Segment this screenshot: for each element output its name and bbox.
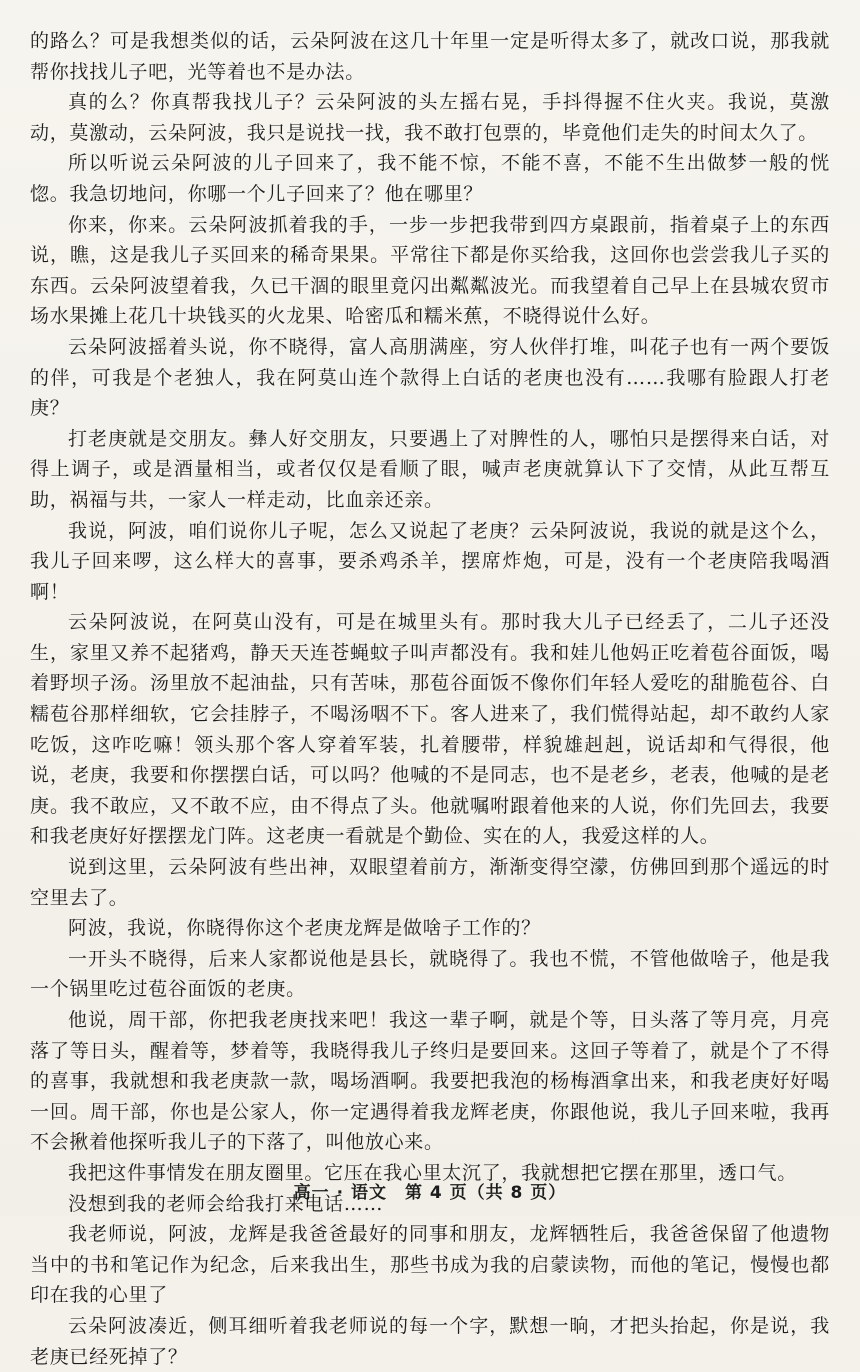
paragraph: 阿波，我说，你晓得你这个老庚龙辉是做啥子工作的？: [68, 917, 541, 940]
paragraph: 我把这件事情发在朋友圈里。它压在我心里太沉了，我就想把它摆在那里，透口气。: [68, 1161, 797, 1184]
paragraph: 所以听说云朵阿波的儿子回来了，我不能不惊，不能不喜，不能不生出做梦一般的恍惚。我急切地问，你哪一个儿子回来了？他在哪里？: [30, 152, 830, 205]
paragraph: 他说，周干部，你把我老庚找来吧！我这一辈子啊，就是个等，日头落了等月亮，月亮落了等日头，醒着等，梦着等，我晓得我儿子终归是要回来。这回子等着了，就是个了不得的喜事，我就想和我老庚款一款，喝场酒啊。我要把我泡的杨梅酒拿出来，和我老庚好好喝一回。周干部，你也是公家人，你一定遇得着我龙辉老庚，你跟他说，我儿子回来啦，我再不会揪着他探听我儿子的下落了，叫他放心来。: [30, 1009, 830, 1154]
paragraph: 打老庚就是交朋友。彝人好交朋友，只要遇上了对脾性的人，哪怕只是摆得来白话，对得上调子，或是酒量相当，或者仅仅是看顺了眼，喊声老庚就算认下了交情，从此互帮互助，祸福与共，一家人一样走动，比血亲还亲。: [30, 427, 830, 511]
article-body: [30, 26, 830, 1372]
page-footer: 高一 · 语文 第 4 页（共 8 页）: [293, 1183, 567, 1203]
paragraph: 没想到我的老师会给我打来电话……: [68, 1192, 384, 1215]
paragraph: 的路么？可是我想类似的话，云朵阿波在这几十年里一定是听得太多了，就改口说，那我就帮你找找儿子吧，光等着也不是办法。: [30, 30, 830, 83]
paragraph: 我老师说，阿波，龙辉是我爸爸最好的同事和朋友，龙辉牺牲后，我爸爸保留了他遗物当中的书和笔记作为纪念，后来我出生，那些书成为我的启蒙读物，而他的笔记，慢慢也都印在我的心里了: [30, 1223, 830, 1307]
paragraph: 真的么？你真帮我找儿子？云朵阿波的头左摇右晃，手抖得握不住火夹。我说，莫激动，莫激动，云朵阿波，我只是说找一找，我不敢打包票的，毕竟他们走失的时间太久了。: [30, 91, 830, 144]
paragraph: 说到这里，云朵阿波有些出神，双眼望着前方，渐渐变得空濛，仿佛回到那个遥远的时空里去了。: [30, 856, 830, 909]
paragraph: 云朵阿波说，在阿莫山没有，可是在城里头有。那时我大儿子已经丢了，二儿子还没生，家里又养不起猪鸡，静天天连苍蝇蚊子叫声都没有。我和娃儿他妈正吃着苞谷面饭，喝着野坝子汤。汤里放不起油盐，只有苦味，那苞谷面饭不像你们年轻人爱吃的甜脆苞谷、白糯苞谷那样细软，它会挂脖子，不喝汤咽不下。客人进来了，我们慌得站起，却不敢约人家吃饭，这咋吃嘛！领头那个客人穿着军装，扎着腰带，样貌雄赳赳，说话却和气得很，他说，老庚，我要和你摆摆白话，可以吗？他喊的不是同志，也不是老乡，老表，他喊的是老庚。我不敢应，又不敢不应，由不得点了头。他就嘱咐跟着他来的人说，你们先回去，我要和我老庚好好摆摆龙门阵。这老庚一看就是个勤俭、实在的人，我爱这样的人。: [30, 611, 830, 848]
paragraph: 你来，你来。云朵阿波抓着我的手，一步一步把我带到四方桌跟前，指着桌子上的东西说，瞧，这是我儿子买回来的稀奇果果。平常往下都是你买给我，这回你也尝尝我儿子买的东西。云朵阿波望着我，久已干涸的眼里竟闪出粼粼波光。而我望着自己早上在县城农贸市场水果摊上花几十块钱买的火龙果、哈密瓜和糯米蕉，不晓得说什么好。: [30, 213, 830, 328]
paragraph: 云朵阿波摇着头说，你不晓得，富人高朋满座，穷人伙伴打堆，叫花子也有一两个要饭的伴，可我是个老独人，我在阿莫山连个款得上白话的老庚也没有……我哪有脸跟人打老庚？: [30, 335, 830, 420]
paragraph: 一开头不晓得，后来人家都说他是县长，就晓得了。我也不慌，不管他做啥子，他是我一个锅里吃过苞谷面饭的老庚。: [30, 947, 830, 1001]
paragraph: 云朵阿波凑近，侧耳细听着我老师说的每一个字，默想一晌，才把头抬起，你是说，我老庚已经死掉了？: [30, 1314, 830, 1368]
paragraph: 我说，阿波，咱们说你儿子呢，怎么又说起了老庚？云朵阿波说，我说的就是这个么，我儿子回来啰，这么样大的喜事，要杀鸡杀羊，摆席炸炮，可是，没有一个老庚陪我喝酒啊！: [30, 519, 830, 603]
